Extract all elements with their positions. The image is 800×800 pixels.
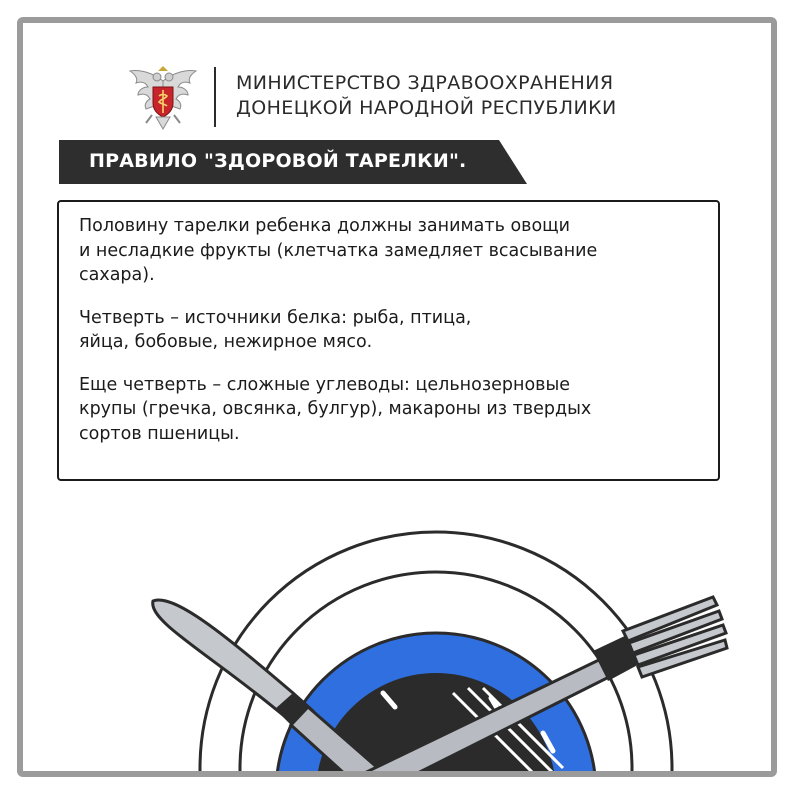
coat-of-arms-icon: [128, 63, 198, 133]
content-box: [57, 200, 720, 481]
plate-illustration: [23, 493, 777, 777]
paragraph-half-plate: Половину тарелки ребенка должны занимать овощи и несладкие фрукты (клетчатка замедляет всасывание сахара).: [79, 216, 598, 285]
header-divider: [214, 67, 216, 127]
poster-frame: [17, 17, 777, 777]
page-title: ПРАВИЛО "ЗДОРОВОЙ ТАРЕЛКИ".: [89, 150, 467, 172]
header: [128, 63, 728, 133]
paragraph-protein: Четверть – источники белка: рыба, птица, яйца, бобовые, нежирное мясо.: [79, 307, 472, 352]
ministry-line-2: ДОНЕЦКОЙ НАРОДНОЙ РЕСПУБЛИКИ: [236, 97, 617, 119]
paragraph-carbs: Еще четверть – сложные углеводы: цельнозерновые крупы (гречка, овсянка, булгур), макароны из твердых сортов пшеницы.: [79, 374, 592, 444]
ministry-name: [236, 71, 716, 121]
ministry-line-1: МИНИСТЕРСТВО ЗДРАВООХРАНЕНИЯ: [236, 72, 614, 94]
title-banner: [59, 140, 539, 184]
